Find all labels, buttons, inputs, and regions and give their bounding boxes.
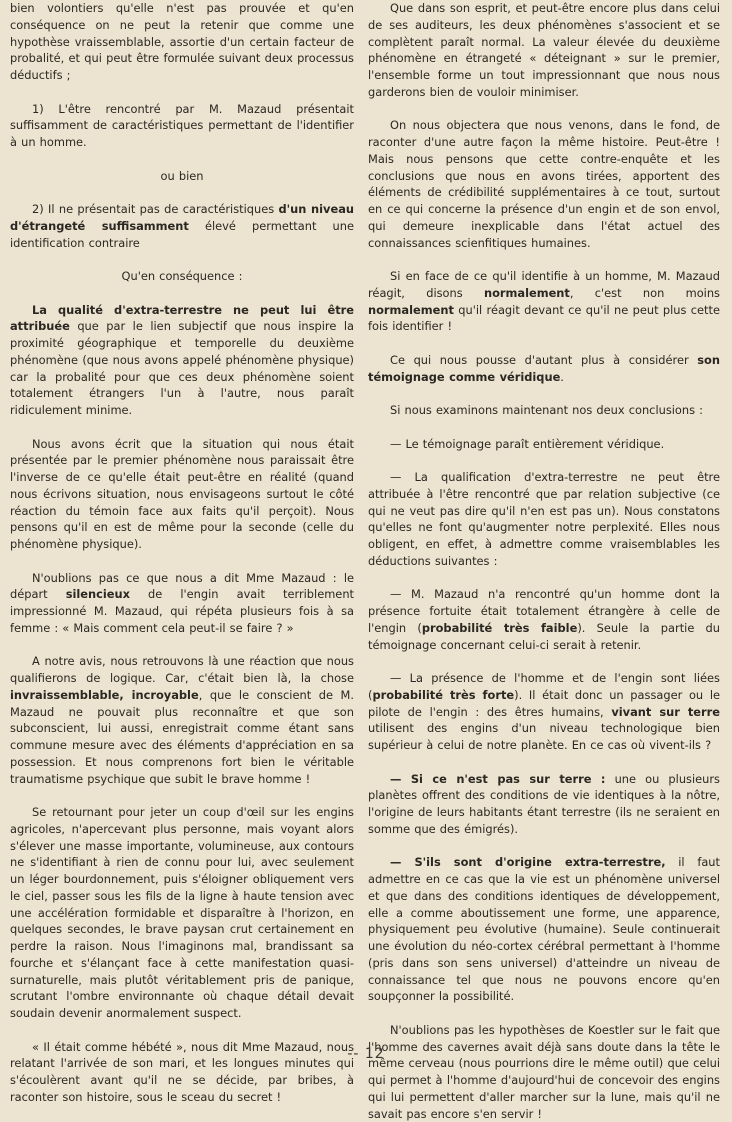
paragraph: Ce qui nous pousse d'autant plus à considérer son témoignage comme véridique.: [368, 352, 720, 384]
paragraph: Qu'en conséquence :: [121, 269, 243, 283]
paragraph: ou bien: [160, 168, 204, 183]
paragraph: On nous objectera que nous venons, dans le fond, de raconter d'une autre façon la même histoire. Peut-être ! Mais nous pensons que cette contre-enquête et les conclusions que nous en avons tirées, apportent des éléments de crédibilité supplémentaires à ce tout, surtout en ce qui concerne la présence d'un engin et de son envol, qui demeure inexplicable dans l'état actuel des connaissances scienfitiques humaines.: [368, 118, 720, 250]
paragraph: Si en face de ce qu'il identifie à un homme, M. Mazaud réagit, disons normalement, c'est non moins normalement qu'il réagit devant ce qu'il ne peut plus cette fois identifier !: [368, 269, 720, 334]
paragraph: — S'ils sont d'origine extra-terrestre, il faut admettre en ce cas que la vie est un phénomène universel et que dans des conditions identiques de développement, elle a comme aboutissement une forme, une apparence, physiquement peu évolutive (humaine). Seule continuerait une évolution du néo-cortex cérébral permettant à l'homme (pris dans son sens universel) d'atteindre un niveau de connaissance tel que nous ne pouvons encore qu'en soupçonner la possibilité.: [368, 855, 720, 1004]
paragraph: Se retournant pour jeter un coup d'œil sur les engins agricoles, n'apercevant plus personne, mais voyant alors s'élever une masse importante, volumineuse, aux contours ne s'identifiant à rien de connu pour lui, avec seulement un léger bourdonnement, puis s'éloigner obliquement vers le ciel, passer sous les fils de la ligne à haute tension avec une accélération formidable et disparaître à l'horizon, en quelques secondes, le brave paysan crut certainement en perdre la raison. Nous l'imaginons mal, brandissant sa fourche et s'élançant face à cette manifestation quasi-surnaturelle, mais plutôt véritablement pris de panique, scrutant l'ombre environnante où chaque détail devait soudain devenir anormalement suspect.: [10, 805, 354, 1020]
paragraph: bien volontiers qu'elle n'est pas prouvée et qu'en conséquence on ne peut la retenir que comme une hypothèse vraissemblable, assortie d'un certain facteur de probalité, et qui peut être formulée suivant deux processus déductifs ;: [10, 1, 354, 82]
bold-text: La qualité d'extra-terrestre ne peut lui être attribuée: [10, 302, 354, 334]
bold-text: normalement: [368, 302, 454, 317]
paragraph: Que dans son esprit, et peut-être encore plus dans celui de ses auditeurs, les deux phénomènes s'associent et se complètent paraît normal. La valeur élevée du deuxième phénomène en étrangeté « déteignant » sur le premier, l'ensemble forme un tout impressionnant que nous nous garderons bien de vouloir minimiser.: [368, 1, 720, 99]
paragraph: N'oublions pas ce que nous a dit Mme Mazaud : le départ silencieux de l'engin avait terriblement impressionné M. Mazaud, qui répéta plusieurs fois à sa femme : « Mais comment cela peut-il se faire ? »: [10, 570, 355, 635]
bold-text: normalement: [483, 285, 570, 300]
bold-text: — S'ils sont d'origine extra-terrestre,: [390, 855, 666, 870]
right-column: [368, 0, 720, 1122]
paragraph: N'oublions pas les hypothèses de Koestler sur le fait que l'homme des cavernes avait déjà sans doute dans la tête le même cerveau (nous pourrions dire le même outil) que celui qui permet à l'homme d'aujourd'hui de concevoir des engins qui lui permettent d'aller marcher sur la lune, mais qu'il ne savait pas encore s'en servir !: [368, 1022, 720, 1121]
bold-text: probabilité très faible: [421, 620, 578, 635]
bold-text: son témoignage comme véridique: [368, 352, 720, 384]
bold-text: — Si ce n'est pas sur terre :: [390, 771, 606, 786]
paragraph: — La qualification d'extra-terrestre ne peut être attribuée à l'être rencontré que par relation subjective (ce qui ne veut pas dire qu'il n'en est pas un). Nous constatons qu'elles ne font qu'augmenter notre perplexité. Elles nous obligent, en effet, à admettre comme vraisemblables les déductions suivantes :: [368, 470, 720, 568]
bold-text: probabilité très forte: [372, 687, 515, 702]
bold-text: silencieux: [65, 587, 130, 602]
paragraph: — Si ce n'est pas sur terre : une ou plusieurs planètes offrent des conditions de vie identiques à la nôtre, l'origine de leurs habitants étant terrestre (ils ne seraient en somme que des émigrés).: [368, 771, 720, 836]
paragraph: Nous avons écrit que la situation qui nous était présentée par le premier phénomène nous paraissait être l'inverse de ce qu'elle était peut-être en réalité (quand nous écrivons situation, nous envisageons surtout le côté réaction du témoin face aux faits qu'il perçoit). Nous pensons qu'il en est de même pour la seconde (celle du phénomène physique).: [10, 436, 354, 551]
paragraph: 2) Il ne présentait pas de caractéristiques d'un niveau d'étrangeté suffisamment élevé permettant une identification contraire: [10, 202, 354, 250]
bold-text: invraissemblable, incroyable: [10, 687, 199, 702]
paragraph: 1) L'être rencontré par M. Mazaud présentait suffisamment de caractéristiques permettant de l'identifier à un homme.: [10, 101, 354, 149]
paragraph: — M. Mazaud n'a rencontré qu'un homme dont la présence fortuite était totalement étrangère à celle de l'engin (probabilité très faible). Seule la partie du témoignage concernant celui-ci serait à retenir.: [368, 587, 721, 652]
page-number: -- 12: [347, 1046, 385, 1062]
bold-text: vivant sur terre: [611, 704, 720, 719]
paragraph: Si nous examinons maintenant nos deux conclusions :: [390, 403, 704, 417]
left-column: [10, 0, 354, 1106]
paragraph: — La présence de l'homme et de l'engin sont liées (probabilité très forte). Il était donc un passager ou le pilote de l'engin : des êtres humains, vivant sur terre utilisent des engins d'un niveau technologique bien supérieur à celui de notre planète. En ce cas où vivent-ils ?: [368, 671, 721, 752]
bold-text: d'un niveau d'étrangeté suffisamment: [10, 202, 354, 233]
paragraph: La qualité d'extra-terrestre ne peut lui être attribuée que par le lien subjectif que nous inspire la proximité géographique et temporelle du deuxième phénomène (que nous avons appelé phénomène physique) car la probalité pour que ces deux phénomène soient totalement étrangers l'un à l'autre, nous paraît ridiculement minime.: [10, 302, 354, 417]
paragraph: — Le témoignage paraît entièrement véridique.: [390, 436, 665, 451]
paragraph: « Il était comme hébété », nous dit Mme Mazaud, nous relatant l'arrivée de son mari, et les longues minutes qui s'écoulèrent avant qu'il ne se décide, par bribes, à raconter son histoire, sous le sceau du secret !: [10, 1039, 354, 1104]
paragraph: A notre avis, nous retrouvons là une réaction que nous qualifierons de logique. Car, c'était bien là, la chose invraissemblable, incroyable, que le conscient de M. Mazaud ne pouvait plus reconnaître et que son subconscient, lui aussi, enregistrait comme étant sans commune mesure avec des éléments d'appréciation en sa possession. Et nous comprenons fort bien le véritable traumatisme psychique que subit le brave homme !: [10, 654, 354, 786]
